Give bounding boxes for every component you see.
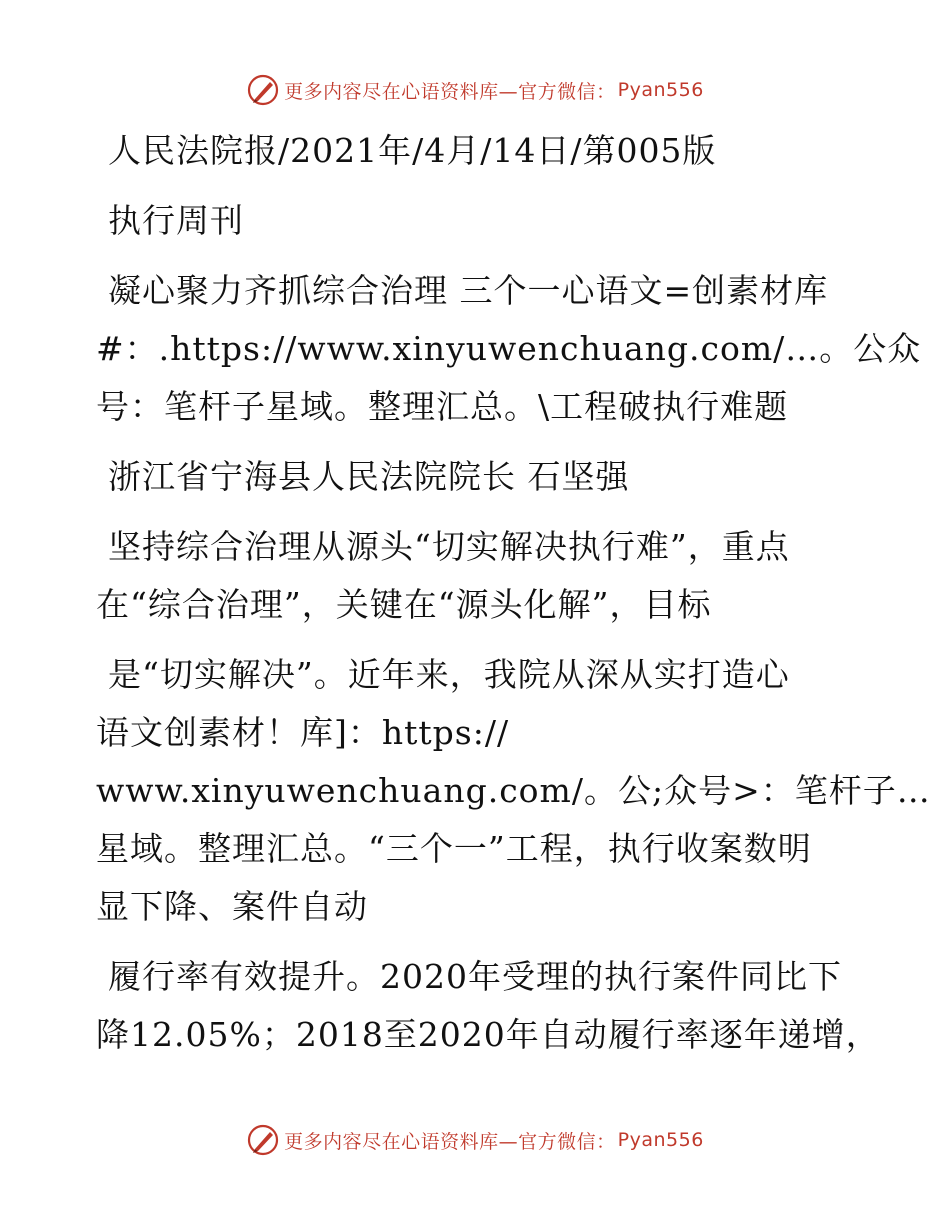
banner-text: 更多内容尽在心语资料库—官方微信：	[284, 80, 616, 103]
banner-wechat-id: Pyan556	[617, 79, 704, 101]
article-body	[96, 122, 931, 1064]
paragraph-1-line-1: 坚持综合治理从源头“切实解决执行难”，重点	[108, 527, 790, 566]
paragraph-3-line-1: 履行率有效提升。2020年受理的执行案件同比下	[108, 957, 842, 996]
column-name: 执行周刊	[108, 201, 244, 240]
article-title-line-1: 凝心聚力齐抓综合治理 三个一心语文=创素材库	[108, 271, 829, 310]
quill-pen-logo-icon	[246, 73, 280, 107]
paragraph-2-line-2: 语文创素材！库]：https://	[96, 713, 510, 752]
paragraph-2-line-3: www.xinyuwenchuang.com/。公;众号>：笔杆子…	[96, 771, 931, 810]
header-watermark-banner	[0, 72, 950, 108]
footer-watermark-banner	[0, 1122, 950, 1158]
paragraph-2-line-5: 显下降、案件自动	[96, 887, 368, 926]
article-title-line-2: #：.https://www.xinyuwenchuang.com/…。公众	[96, 329, 922, 368]
author-line: 浙江省宁海县人民法院院长 石坚强	[108, 457, 630, 496]
paragraph-3-line-2: 降12.05%；2018至2020年自动履行率逐年递增，	[96, 1015, 880, 1054]
banner-wechat-id: Pyan556	[617, 1129, 704, 1151]
quill-pen-logo-icon	[246, 1123, 280, 1157]
paragraph-2-line-4: 星域。整理汇总。“三个一”工程，执行收案数明	[96, 829, 812, 868]
article-title-line-3: 号：笔杆子星域。整理汇总。\工程破执行难题	[96, 387, 789, 426]
banner-text: 更多内容尽在心语资料库—官方微信：	[284, 1130, 616, 1153]
newspaper-source-line: 人民法院报/2021年/4月/14日/第005版	[108, 131, 717, 170]
paragraph-2-line-1: 是“切实解决”。近年来，我院从深从实打造心	[108, 655, 790, 694]
paragraph-1-line-2: 在“综合治理”，关键在“源头化解”，目标	[96, 585, 712, 624]
